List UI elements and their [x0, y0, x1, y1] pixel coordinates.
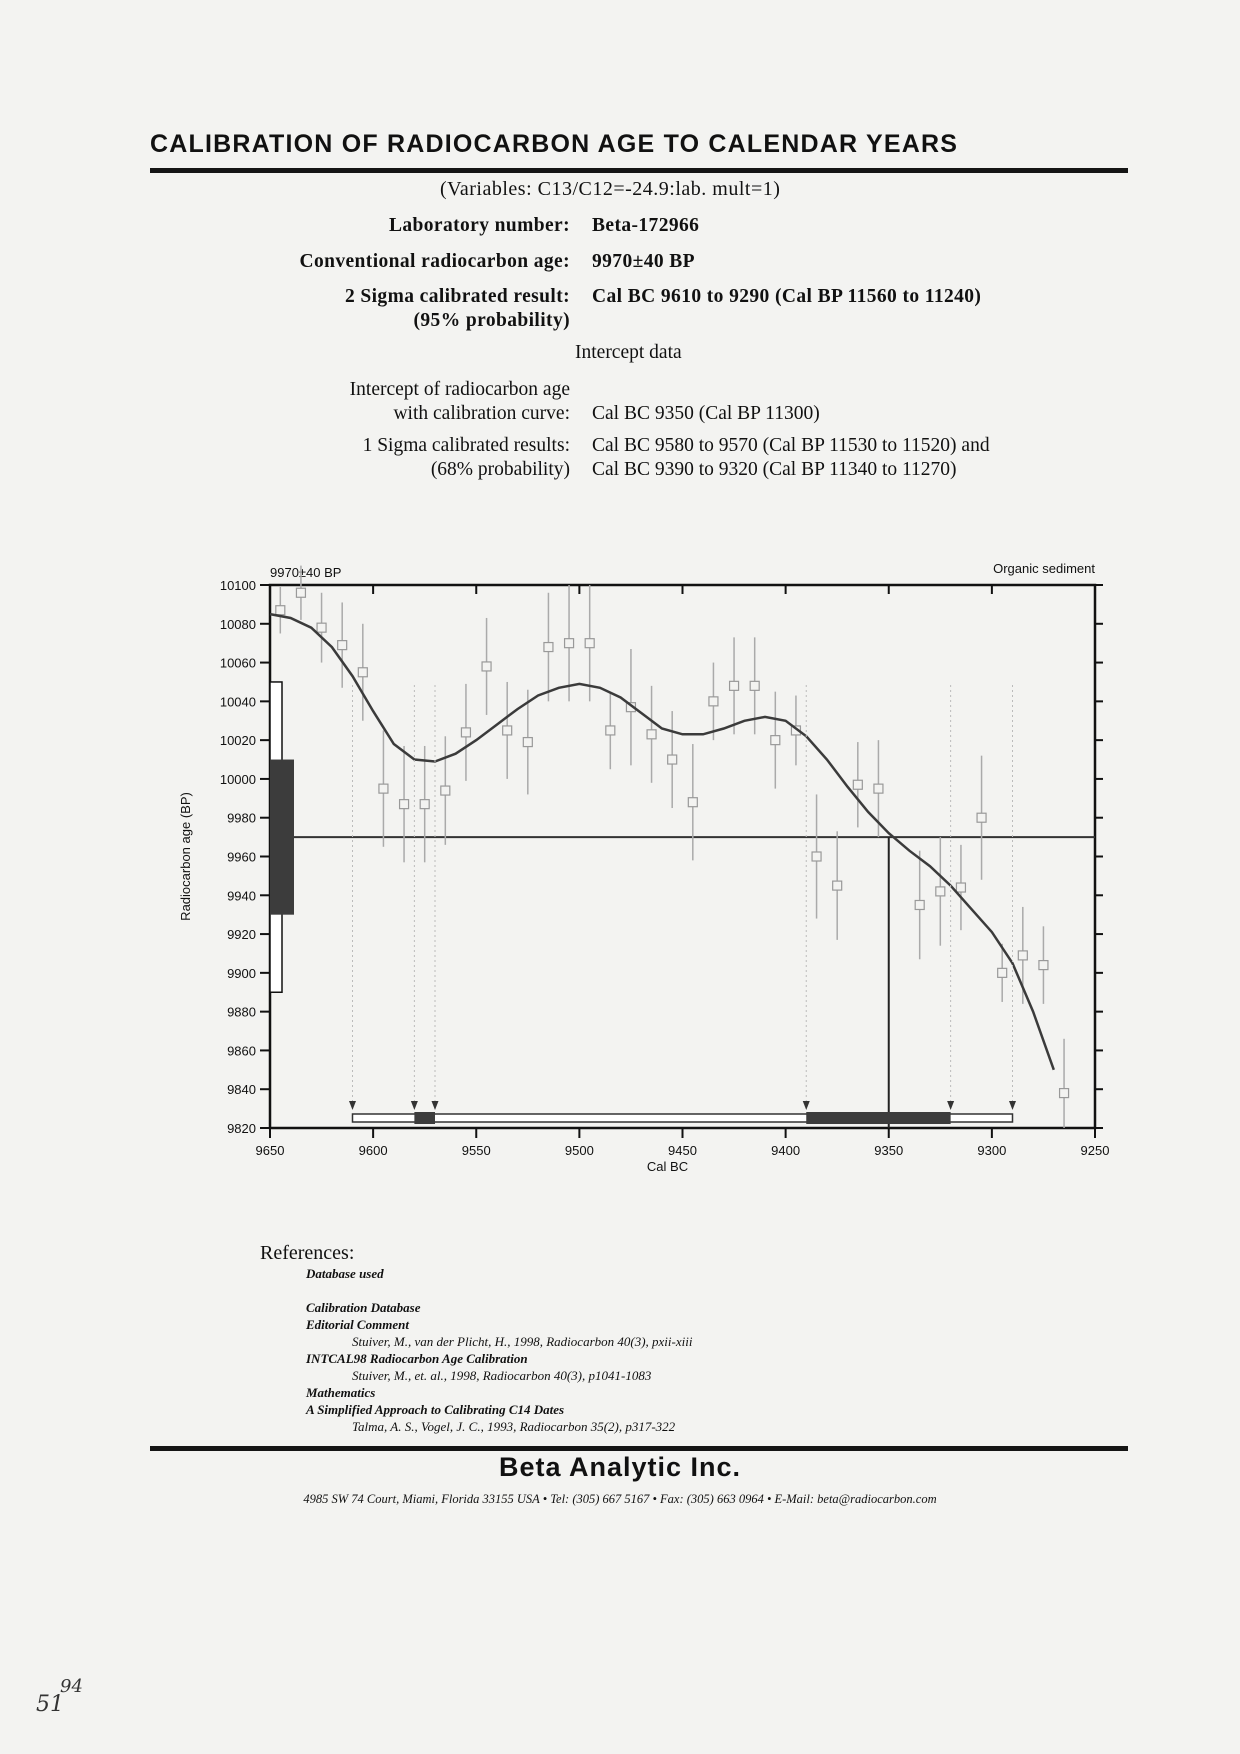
y-tick-label: 10040	[219, 694, 256, 710]
reference-line: Calibration Database	[306, 1300, 421, 1315]
y-tick-label: 9820	[227, 1121, 256, 1136]
y-tick-label: 10000	[219, 771, 256, 787]
company-name: Beta Analytic Inc.	[498, 1452, 742, 1482]
data-point	[668, 755, 677, 764]
x-tick-label: 9300	[977, 1143, 1007, 1158]
data-point	[647, 730, 656, 739]
one-sigma-sublabel: (68% probability)	[430, 459, 570, 480]
x-axis-label: Cal BC	[646, 1159, 689, 1174]
page-title: CALIBRATION OF RADIOCARBON AGE TO CALENDAR YEARS	[150, 130, 959, 158]
data-point	[585, 639, 594, 648]
material-label: Organic sediment	[993, 561, 1095, 576]
variables-line: (Variables: C13/C12=-24.9:lab. mult=1)	[440, 178, 781, 200]
data-point	[503, 726, 512, 735]
reference-line: Talma, A. S., Vogel, J. C., 1993, Radiocarbon 35(2), p317-322	[352, 1419, 676, 1434]
one-sigma-cal-bar	[414, 1112, 435, 1124]
intercept-age-label-1: Intercept of radiocarbon age	[349, 379, 570, 400]
data-point	[317, 623, 326, 632]
handwritten-page-number: 94	[60, 1676, 83, 1697]
data-point	[379, 784, 388, 793]
reference-line: Stuiver, M., van der Plicht, H., 1998, Radiocarbon 40(3), pxii-xiii	[352, 1334, 693, 1349]
data-point	[338, 641, 347, 650]
lab-number-label: Laboratory number:	[388, 215, 570, 236]
x-tick-label: 9400	[771, 1143, 801, 1158]
two-sigma-sublabel: (95% probability)	[413, 310, 570, 331]
y-tick-label: 9920	[227, 927, 256, 943]
data-point	[1018, 951, 1027, 960]
data-point	[956, 883, 965, 892]
x-tick-label: 9650	[255, 1143, 285, 1158]
data-point	[606, 726, 615, 735]
data-point	[461, 728, 470, 737]
conventional-age-label: Conventional radiocarbon age:	[299, 251, 570, 272]
one-sigma-value-1: Cal BC 9580 to 9570 (Cal BP 11530 to 11520) and	[592, 435, 990, 456]
data-point	[441, 786, 450, 795]
data-point	[1060, 1089, 1069, 1098]
y-tick-label: 9960	[227, 849, 256, 865]
calibration-chart	[175, 555, 1115, 1195]
footer-rule	[150, 1446, 1128, 1451]
data-point	[688, 798, 697, 807]
y-tick-label: 10060	[219, 655, 256, 671]
x-tick-label: 9600	[358, 1143, 388, 1158]
data-point	[400, 800, 409, 809]
y-tick-label: 10020	[219, 733, 256, 749]
data-point	[420, 800, 429, 809]
data-point	[523, 738, 532, 747]
references-heading: References:	[260, 1242, 355, 1264]
data-point	[730, 681, 739, 690]
range-arrow	[1009, 1101, 1016, 1110]
x-tick-label: 9350	[874, 1143, 904, 1158]
range-arrow	[432, 1101, 439, 1110]
data-point	[565, 639, 574, 648]
data-point	[358, 668, 367, 677]
reference-line: INTCAL98 Radiocarbon Age Calibration	[306, 1351, 528, 1366]
data-point	[296, 588, 305, 597]
reference-line: Editorial Comment	[306, 1317, 409, 1332]
data-point	[936, 887, 945, 896]
data-point	[482, 662, 491, 671]
range-arrow	[803, 1101, 810, 1110]
one-sigma-label: 1 Sigma calibrated results:	[362, 435, 570, 456]
reference-line: Database used	[306, 1266, 384, 1281]
calibration-curve	[270, 614, 1054, 1070]
lab-number-value: Beta-172966	[592, 215, 700, 236]
range-arrow	[947, 1101, 954, 1110]
two-sigma-label: 2 Sigma calibrated result:	[344, 286, 570, 307]
one-sigma-age-bar	[270, 760, 294, 915]
x-tick-label: 9450	[668, 1143, 697, 1158]
data-point	[915, 900, 924, 909]
y-tick-label: 9980	[227, 810, 256, 826]
y-tick-label: 10080	[219, 616, 256, 632]
y-tick-label: 9840	[227, 1082, 256, 1098]
one-sigma-value-2: Cal BC 9390 to 9320 (Cal BP 11340 to 11270)	[592, 459, 957, 480]
company-address: 4985 SW 74 Court, Miami, Florida 33155 USA • Tel: (305) 667 5167 • Fax: (305) 663 0964 • E-Mail: beta@radiocarbon.com	[303, 1492, 937, 1506]
y-tick-label: 9900	[227, 965, 256, 981]
handwritten-note: 51	[36, 1692, 64, 1717]
data-point	[812, 852, 821, 861]
y-tick-label: 9860	[227, 1043, 256, 1059]
data-point	[771, 736, 780, 745]
x-tick-label: 9250	[1080, 1143, 1110, 1158]
y-tick-label: 10100	[219, 578, 256, 593]
sample-age-label: 9970±40 BP	[270, 565, 342, 580]
reference-line: A Simplified Approach to Calibrating C14 Dates	[306, 1402, 565, 1417]
data-point	[874, 784, 883, 793]
intercept-age-value: Cal BC 9350 (Cal BP 11300)	[592, 403, 820, 424]
range-arrow	[411, 1101, 418, 1110]
range-arrow	[349, 1101, 356, 1110]
intercept-heading: Intercept data	[575, 342, 682, 363]
intercept-age-label-2: with calibration curve:	[393, 403, 570, 424]
title-rule	[150, 168, 1128, 173]
data-point	[1039, 961, 1048, 970]
x-tick-label: 9500	[564, 1143, 594, 1158]
data-point	[750, 681, 759, 690]
x-tick-label: 9550	[461, 1143, 491, 1158]
y-tick-label: 9880	[227, 1004, 256, 1020]
data-point	[276, 606, 285, 615]
y-tick-label: 9940	[227, 888, 256, 904]
data-point	[709, 697, 718, 706]
two-sigma-value: Cal BC 9610 to 9290 (Cal BP 11560 to 11240)	[592, 286, 982, 307]
data-point	[544, 643, 553, 652]
conventional-age-value: 9970±40 BP	[592, 251, 695, 272]
data-point	[998, 968, 1007, 977]
one-sigma-cal-bar	[806, 1112, 950, 1124]
reference-line: Mathematics	[306, 1385, 376, 1400]
data-point	[853, 780, 862, 789]
plot-frame	[270, 585, 1095, 1128]
data-point	[977, 813, 986, 822]
data-point	[833, 881, 842, 890]
y-axis-label: Radiocarbon age (BP)	[178, 792, 193, 921]
reference-line: Stuiver, M., et. al., 1998, Radiocarbon 40(3), p1041-1083	[352, 1368, 652, 1383]
